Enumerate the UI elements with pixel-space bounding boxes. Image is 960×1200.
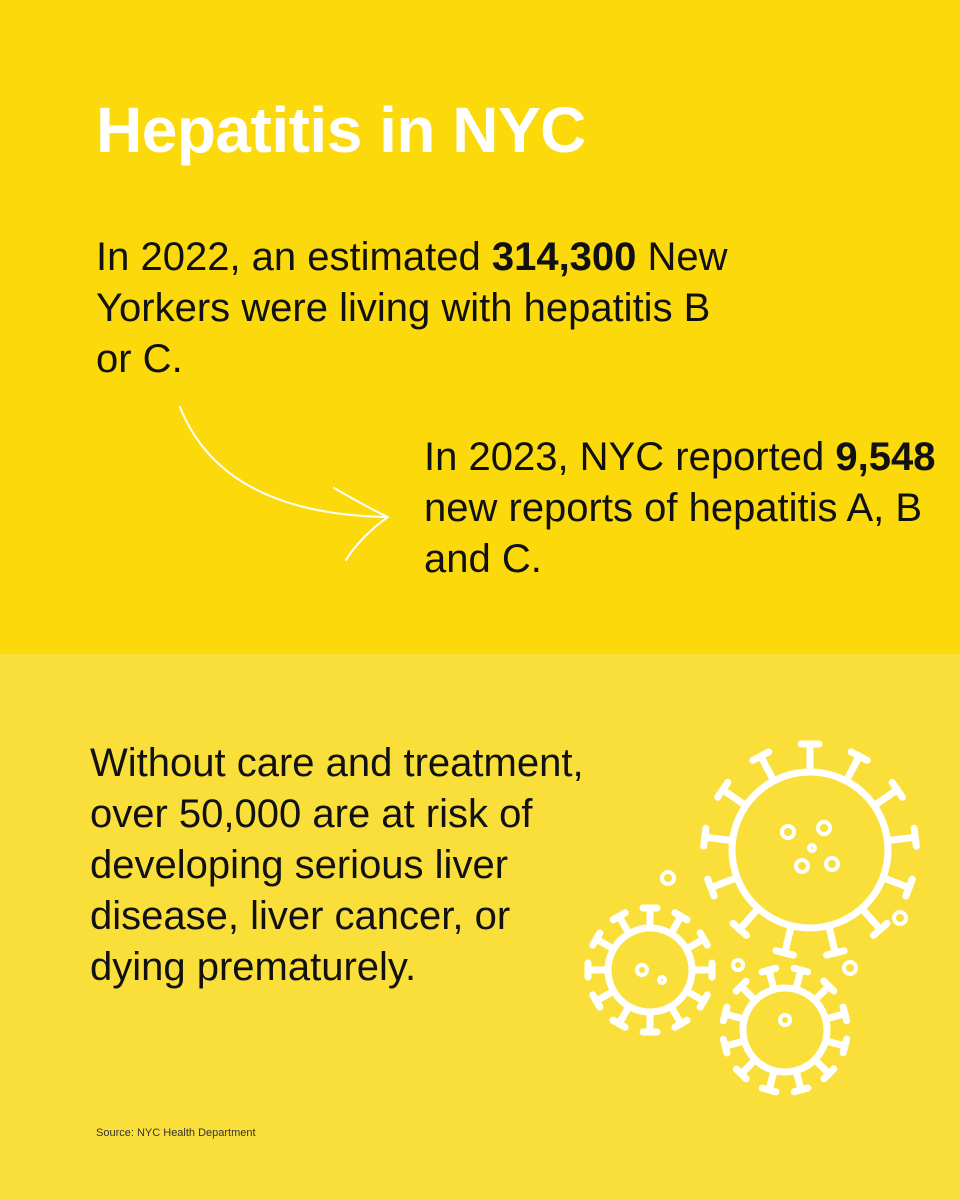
virus-large-icon — [704, 744, 917, 955]
stat-2023-lead: In 2023, NYC reported — [424, 435, 836, 479]
stat-2022-lead: In 2022, an estimated — [96, 235, 492, 279]
virus-bottom-icon — [723, 968, 846, 1091]
stat-2022-number: 314,300 — [491, 235, 637, 279]
virus-left-icon — [588, 908, 712, 1032]
stat-2022-tail: New Yorkers were living with hepatitis B or C. — [96, 235, 728, 381]
page-title: Hepatitis in NYC — [96, 94, 586, 166]
stat-2023-number: 9,548 — [835, 435, 936, 479]
risk-text: Without care and treatment, over 50,000 are at risk of developing serious liver disease, liver cancer, or dying prematurely. — [90, 741, 584, 989]
stat-2023-tail: new reports of hepatitis A, B and C. — [424, 486, 923, 581]
source-note: Source: NYC Health Department — [96, 1127, 256, 1139]
